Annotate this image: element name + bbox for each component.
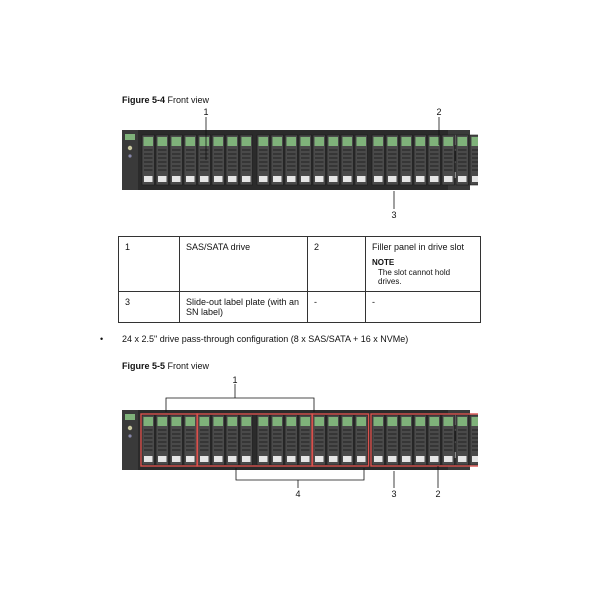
- drive-latch: [144, 417, 154, 426]
- drive-handle: [430, 456, 439, 462]
- note-title: NOTE: [372, 258, 395, 267]
- drive-latch: [287, 417, 297, 426]
- indicator-icon: [128, 154, 131, 157]
- drive-handle: [287, 176, 296, 182]
- drive-handle: [402, 456, 411, 462]
- drive-latch: [158, 137, 168, 146]
- drive-latch: [472, 137, 479, 146]
- drive-latch: [357, 137, 367, 146]
- figure-label: Figure 5-5: [122, 361, 166, 371]
- figure-title: Front view: [167, 95, 210, 105]
- drive-latch: [374, 417, 384, 426]
- figure-title: Front view: [167, 361, 210, 371]
- drive-handle: [158, 176, 167, 182]
- drive-latch: [273, 137, 283, 146]
- legend-table: [118, 236, 481, 323]
- drive-latch: [444, 137, 454, 146]
- drive-handle: [301, 176, 310, 182]
- drive-handle: [357, 456, 366, 462]
- drive-handle: [402, 176, 411, 182]
- drive-latch: [214, 417, 224, 426]
- drive-latch: [172, 137, 182, 146]
- drive-latch: [343, 137, 353, 146]
- drive-handle: [259, 176, 268, 182]
- drive-latch: [172, 417, 182, 426]
- drive-handle: [416, 176, 425, 182]
- drive-handle: [374, 176, 383, 182]
- drive-handle: [214, 456, 223, 462]
- drive-latch: [430, 417, 440, 426]
- drive-latch: [388, 137, 398, 146]
- bullet-marker: •: [100, 334, 104, 344]
- drive-handle: [472, 456, 478, 462]
- drive-latch: [200, 137, 210, 146]
- figure-label: Figure 5-4: [122, 95, 166, 105]
- power-button-icon: [128, 146, 132, 150]
- drive-handle: [430, 176, 439, 182]
- drive-latch: [228, 417, 238, 426]
- drive-handle: [287, 456, 296, 462]
- table-cell-text: Filler panel in drive slot: [372, 242, 465, 252]
- drive-latch: [315, 137, 325, 146]
- table-cell: -: [308, 292, 366, 323]
- drive-handle: [388, 456, 397, 462]
- drive-handle: [172, 456, 181, 462]
- table-cell: 3: [119, 292, 180, 323]
- drive-latch: [144, 137, 154, 146]
- bullet-item: [100, 334, 408, 344]
- drive-handle: [228, 176, 237, 182]
- figure-caption-5-4: [122, 95, 209, 105]
- drive-latch: [402, 137, 412, 146]
- drive-handle: [200, 456, 209, 462]
- drive-handle: [228, 456, 237, 462]
- callout-number: 3: [391, 489, 397, 499]
- drive-handle: [343, 456, 352, 462]
- drive-latch: [287, 137, 297, 146]
- drive-latch: [200, 417, 210, 426]
- drive-latch: [357, 417, 367, 426]
- table-cell: Slide-out label plate (with an SN label): [180, 292, 308, 323]
- drive-latch: [416, 417, 426, 426]
- drive-latch: [329, 137, 339, 146]
- drive-handle: [200, 176, 209, 182]
- drive-handle: [273, 176, 282, 182]
- table-cell: 1: [119, 237, 180, 292]
- drive-handle: [374, 456, 383, 462]
- drive-handle: [242, 456, 251, 462]
- drive-latch: [402, 417, 412, 426]
- drive-latch: [374, 137, 384, 146]
- drive-handle: [186, 176, 195, 182]
- drive-latch: [301, 417, 311, 426]
- drive-handle: [343, 176, 352, 182]
- drive-handle: [458, 456, 467, 462]
- drive-handle: [444, 176, 453, 182]
- drive-latch: [458, 137, 468, 146]
- drive-handle: [259, 456, 268, 462]
- callout-bracket: [166, 398, 314, 412]
- note-text: The slot cannot hold drives.: [378, 268, 451, 286]
- drive-handle: [315, 176, 324, 182]
- drive-handle: [458, 176, 467, 182]
- callout-number: 4: [295, 489, 301, 499]
- drive-latch: [315, 417, 325, 426]
- drive-latch: [343, 417, 353, 426]
- drive-handle: [357, 176, 366, 182]
- drive-latch: [259, 417, 269, 426]
- table-cell: 2: [308, 237, 366, 292]
- status-led-panel: [125, 414, 135, 420]
- drive-latch: [430, 137, 440, 146]
- drive-handle: [444, 456, 453, 462]
- drive-handle: [214, 176, 223, 182]
- drive-latch: [158, 417, 168, 426]
- table-row: [119, 292, 481, 323]
- table-cell: [366, 237, 481, 292]
- table-cell: SAS/SATA drive: [180, 237, 308, 292]
- callout-number: 2: [435, 489, 441, 499]
- indicator-icon: [128, 434, 131, 437]
- drive-latch: [228, 137, 238, 146]
- server-front-view-diagram-2: [118, 372, 478, 504]
- drive-handle: [144, 176, 153, 182]
- drive-latch: [242, 417, 252, 426]
- server-front-view-diagram-1: [118, 105, 478, 220]
- table-row: [119, 237, 481, 292]
- drive-handle: [329, 456, 338, 462]
- drive-latch: [186, 417, 196, 426]
- drive-handle: [144, 456, 153, 462]
- drive-latch: [214, 137, 224, 146]
- callout-number: 1: [203, 107, 209, 117]
- drive-latch: [242, 137, 252, 146]
- table-cell: -: [366, 292, 481, 323]
- figure-caption-5-5: [122, 361, 209, 371]
- drive-handle: [416, 456, 425, 462]
- drive-latch: [388, 417, 398, 426]
- drive-handle: [472, 176, 478, 182]
- drive-latch: [186, 137, 196, 146]
- drive-handle: [329, 176, 338, 182]
- drive-latch: [329, 417, 339, 426]
- bullet-text: 24 x 2.5" drive pass-through configuration (8 x SAS/SATA + 16 x NVMe): [122, 334, 409, 344]
- callout-number: 3: [391, 210, 397, 220]
- drive-latch: [416, 137, 426, 146]
- drive-latch: [301, 137, 311, 146]
- drive-latch: [472, 417, 479, 426]
- status-led-panel: [125, 134, 135, 140]
- drive-handle: [158, 456, 167, 462]
- drive-handle: [273, 456, 282, 462]
- drive-latch: [458, 417, 468, 426]
- drive-handle: [242, 176, 251, 182]
- power-button-icon: [128, 426, 132, 430]
- drive-latch: [444, 417, 454, 426]
- drive-latch: [273, 417, 283, 426]
- callout-number: 2: [436, 107, 442, 117]
- drive-handle: [172, 176, 181, 182]
- drive-handle: [388, 176, 397, 182]
- drive-handle: [186, 456, 195, 462]
- drive-latch: [259, 137, 269, 146]
- callout-number: 1: [232, 375, 238, 385]
- drive-handle: [315, 456, 324, 462]
- drive-handle: [301, 456, 310, 462]
